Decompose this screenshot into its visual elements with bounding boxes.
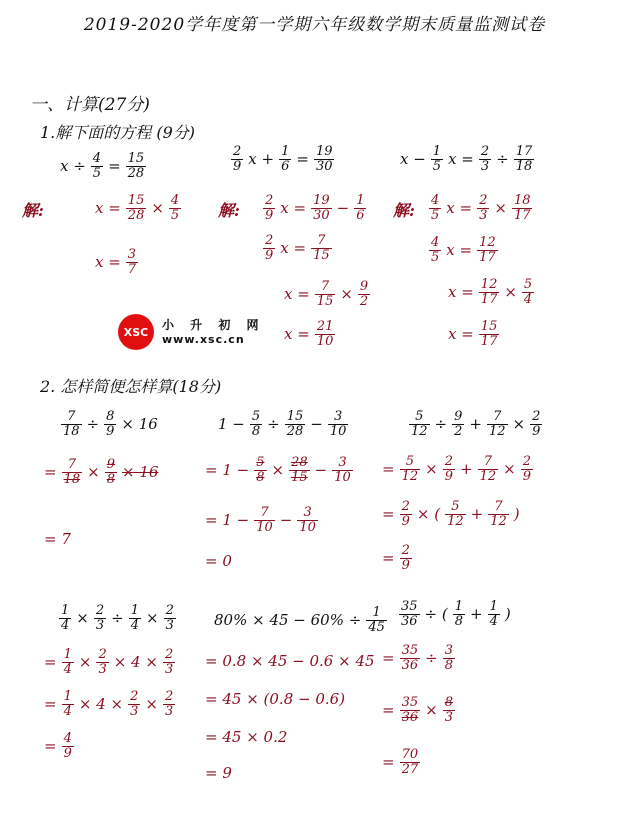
p2-line2: = 1 − $\frac{5}{8}$ × $\frac{28}{15}$ − $\frac{3}{10}$ (205, 455, 351, 485)
solve-label: 解: (22, 201, 44, 220)
eq3-line3: $\frac{4}{5}$ x = $\frac{12}{17}$ (431, 235, 496, 265)
p5-line3: = 45 × (0.8 − 0.6) (205, 690, 346, 708)
section-1-heading: 一、计算(27分) (30, 95, 150, 115)
p6-line3: = $\frac{35}{36}$ × $\frac{8}{3}$ (382, 695, 453, 725)
section-1-subheading: 1.解下面的方程 (9分) (40, 123, 196, 142)
p5-line2: = 0.8 × 45 − 0.6 × 45 (205, 652, 375, 670)
p2-line3: = 1 − $\frac{7}{10}$ − $\frac{3}{10}$ (205, 505, 316, 535)
eq3-line2: $\frac{4}{5}$ x = $\frac{2}{3}$ × $\frac{18}{17}$ (431, 193, 531, 223)
p4-line3: = $\frac{1}{4}$ × 4 × $\frac{2}{3}$ × $\frac{2}{3}$ (44, 689, 174, 719)
p6-line4: = $\frac{70}{27}$ (382, 747, 419, 777)
p5-line1: 80% × 45 − 60% ÷ $\frac{1}{45}$ (214, 605, 385, 635)
p3-line2: = $\frac{5}{12}$ × $\frac{2}{9}$ + $\frac{7}{12}$ × $\frac{2}{9}$ (382, 454, 531, 484)
section-2-heading: 2. 怎样简便怎样算(18分) (40, 377, 222, 396)
eq2-line5: x = $\frac{21}{10}$ (284, 319, 334, 349)
p5-line4: = 45 × 0.2 (205, 728, 288, 746)
eq2-line1: $\frac{2}{9}$ x + $\frac{1}{6}$ = $\frac{19}{30}$ (233, 144, 333, 174)
p1-line2: = $\frac{7}{18}$ × $\frac{9}{8}$ × 16 (44, 457, 159, 487)
p4-line4: = $\frac{4}{9}$ (44, 731, 72, 761)
xsc-logo-icon: XSC (118, 314, 154, 350)
p1-line1: $\frac{7}{18}$ ÷ $\frac{8}{9}$ × 16 (63, 409, 158, 439)
eq3-line1: x − $\frac{1}{5}$ x = $\frac{2}{3}$ ÷ $\frac{17}{18}$ (400, 144, 533, 174)
p4-line2: = $\frac{1}{4}$ × $\frac{2}{3}$ × 4 × $\frac{2}{3}$ (44, 647, 174, 677)
eq2-line3: $\frac{2}{9}$ x = $\frac{7}{15}$ (265, 233, 330, 263)
p4-line1: $\frac{1}{4}$ × $\frac{2}{3}$ ÷ $\frac{1}{4}$ × $\frac{2}{3}$ (61, 603, 174, 633)
solve-label-2: 解: (218, 201, 240, 220)
watermark-url: www.xsc.cn (162, 332, 245, 346)
page-title: 2019-2020学年度第一学期六年级数学期末质量监测试卷 (83, 15, 546, 35)
watermark (118, 314, 265, 350)
eq2-line2: $\frac{2}{9}$ x = $\frac{19}{30}$ − $\frac{1}{6}$ (265, 193, 365, 223)
p1-line3: = 7 (44, 530, 71, 548)
eq3-line5: x = $\frac{15}{17}$ (448, 319, 498, 349)
watermark-name: 小 升 初 网 (162, 318, 265, 333)
p2-line4: = 0 (205, 552, 232, 570)
eq3-line4: x = $\frac{12}{17}$ × $\frac{5}{4}$ (448, 277, 533, 307)
p5-line5: = 9 (205, 764, 232, 782)
eq2-line4: x = $\frac{7}{15}$ × $\frac{9}{2}$ (284, 279, 369, 309)
p3-line3: = $\frac{2}{9}$ × ( $\frac{5}{12}$ + $\frac{7}{12}$ ) (382, 499, 520, 529)
eq1-line2: x = $\frac{15}{28}$ × $\frac{4}{5}$ (95, 193, 180, 223)
p2-line1: 1 − $\frac{5}{8}$ ÷ $\frac{15}{28}$ − $\frac{3}{10}$ (218, 409, 347, 439)
eq1-line3: x = $\frac{3}{7}$ (95, 247, 137, 277)
eq1-line1: x ÷ $\frac{4}{5}$ = $\frac{15}{28}$ (60, 151, 145, 181)
p3-line1: $\frac{5}{12}$ ÷ $\frac{9}{2}$ + $\frac{7}{12}$ × $\frac{2}{9}$ (411, 409, 541, 439)
solve-label-3: 解: (393, 201, 415, 220)
p6-line1: $\frac{35}{36}$ ÷ ( $\frac{1}{8}$ + $\frac{1}{4}$ ) (401, 599, 511, 629)
p3-line4: = $\frac{2}{9}$ (382, 543, 410, 573)
p6-line2: = $\frac{35}{36}$ ÷ $\frac{3}{8}$ (382, 643, 453, 673)
